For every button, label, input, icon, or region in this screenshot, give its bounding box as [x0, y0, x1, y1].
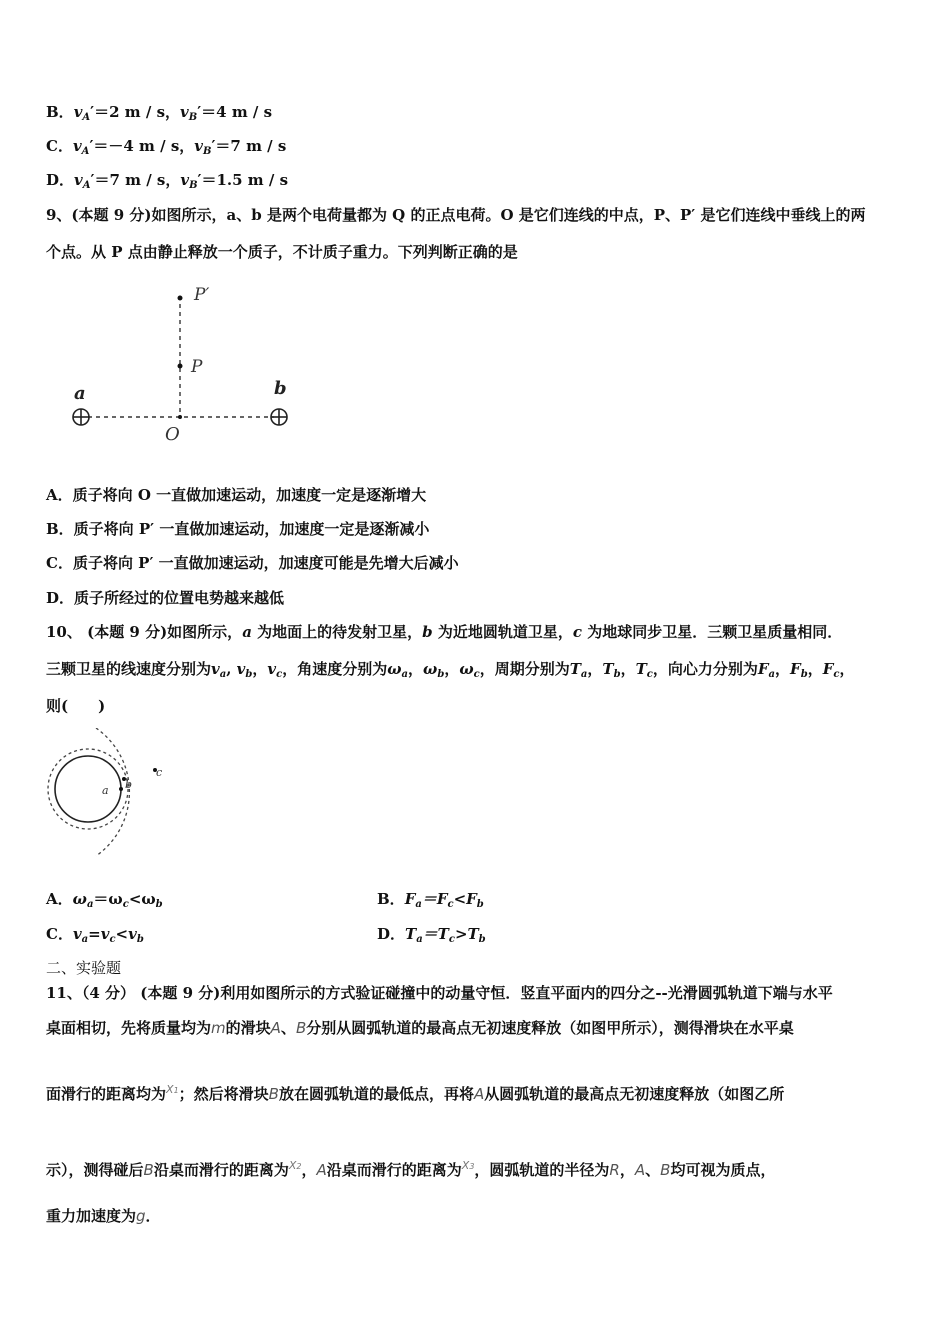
q10-stem-line2: 三颗卫星的线速度分别为$v_a$, $v_b$，$v_c$，角速度分别为$\omega_a$，$\omega_b$，$\omega_c$，周期分别为$T_a$，$T_b$，$T_c$，向心力分别为$F_a$，$F_b$，$F_c$， — [46, 660, 855, 680]
q11-line5: 重力加速度为g． — [46, 1207, 161, 1225]
q10-option-c: C．$v_a=v_c<v_b$ — [46, 925, 144, 945]
label-p-prime: P′ — [194, 285, 210, 305]
q11-line1: 11、（4 分） (本题 9 分)利用如图所示的方式验证碰撞中的动量守恒．竖直平面内的四分之--光滑圆弧轨道下端与水平 — [46, 984, 833, 1002]
earth — [55, 756, 121, 822]
orbit-c — [96, 728, 129, 856]
label-c: c — [156, 766, 163, 779]
q10-option-a: A．$\omega_a=\omega_c<\omega_b$ — [46, 890, 163, 910]
q8-option-c: C．$v_A'=-4$ m / s，$v_B'=7$ m / s — [46, 137, 287, 157]
satellite-a — [119, 787, 123, 791]
q9-option-c: C．质子将向 P′ 一直做加速运动，加速度可能是先增大后减小 — [46, 554, 459, 572]
q9-option-d: D．质子所经过的位置电势越来越低 — [46, 589, 285, 607]
q8-option-d: D．$v_A'=7$ m / s，$v_B'=1.5$ m / s — [46, 171, 289, 191]
charge-a — [73, 409, 89, 425]
q11-line4: 示），测得碰后B沿桌而滑行的距离为$^{X2}$，A沿桌而滑行的距离为$^{X3}$，圆弧轨道的半径为R，A、B均可视为质点， — [46, 1159, 776, 1179]
orbit-b — [48, 749, 128, 829]
point-p — [178, 364, 183, 369]
q9-option-b: B．质子将向 P′ 一直做加速运动，加速度一定是逐渐减小 — [46, 520, 430, 538]
charge-b — [271, 409, 287, 425]
label-a: a — [74, 383, 86, 404]
q11-line2: 桌面相切，先将质量均为m的滑块A、B分别从圆弧轨道的最高点无初速度释放（如图甲所示），测得滑块在水平桌 — [46, 1019, 794, 1037]
q10-stem-line1: 10、 (本题 9 分)如图所示，a 为地面上的待发射卫星，b 为近地圆轨道卫星，c 为地球同步卫星．三颗卫星质量相同． — [46, 623, 843, 641]
q9-stem-line1: 9、(本题 9 分)如图所示，a、b 是两个电荷量都为 Q 的正点电荷。O 是它们连线的中点，P、P′ 是它们连线中垂线上的两 — [46, 206, 866, 224]
label-a: a — [102, 784, 109, 797]
q9-figure — [60, 276, 320, 451]
q10-stem-line3: 则( ) — [46, 697, 106, 715]
label-b: b — [125, 778, 133, 791]
q11-line3: 面滑行的距离均为$^{X1}$；然后将滑块B放在圆弧轨道的最低点，再将A从圆弧轨道的最高点无初速度释放（如图乙所 — [46, 1083, 785, 1103]
label-b: b — [274, 378, 287, 399]
q8-option-b: B．$v_A'=2$ m / s，$v_B'=4$ m / s — [46, 103, 273, 123]
q10-figure — [44, 728, 174, 863]
point-o — [178, 415, 182, 419]
label-p: P — [191, 357, 203, 377]
section-heading: 二、实验题 — [46, 959, 122, 977]
point-p-prime — [178, 296, 183, 301]
q9-stem-line2: 个点。从 P 点由静止释放一个质子，不计质子重力。下列判断正确的是 — [46, 243, 518, 261]
q10-option-d: D．$T_a=T_c>T_b$ — [377, 925, 486, 945]
q9-option-a: A．质子将向 O 一直做加速运动，加速度一定是逐渐增大 — [46, 486, 427, 504]
label-o: O — [165, 424, 180, 445]
q10-option-b: B．$F_a=F_c<F_b$ — [377, 890, 484, 910]
